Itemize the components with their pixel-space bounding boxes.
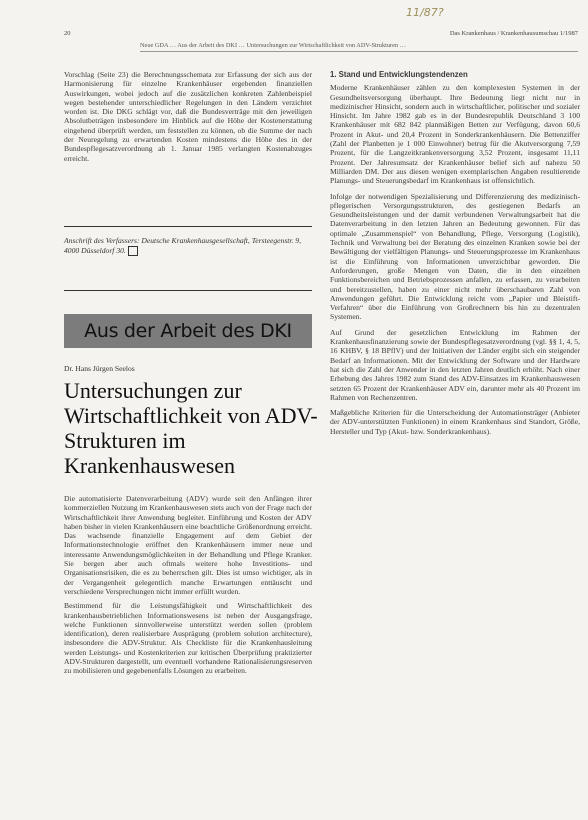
intro-text: Vorschlag (Seite 23) die Berechnungsschemata zur Erfassung der sich aus der Harmonisierung für einzelne Krankenhäuser ergebenden finanziellen Auswirkungen, wobei jedoch auf die zusätzlichen konkreten Zahlenbeispiel wegen bestehender unterschiedlicher Regelungen in den Ländern verzichtet worden ist. Die DKG schlägt vor, daß die Bundesverträge mit den jeweiligen Absolutbeträgen insbesondere im Hinblick auf die Höhe der Kostenerstattung eingehend überprüft werden, um feststellen zu können, ob die Summe der nach der Neuregelung zu erwartenden Kosten mindestens die Höhe des in der Bundespflegesatzverordnung ab 1. Januar 1985 verlangten Kostenabzuges erreicht. (64, 70, 312, 163)
divider (64, 290, 312, 291)
handwritten-stamp: 11/87? (406, 6, 444, 19)
article-body-right (330, 70, 580, 815)
article-title: Untersuchungen zur Wirtschaftlichkeit von ADV-Strukturen im Krankenhauswesen (64, 378, 318, 478)
author-address (64, 236, 312, 256)
intro-paragraph (64, 70, 312, 168)
body-paragraph: Moderne Krankenhäuser zählen zu den komplexesten Systemen in der Gesundheitsversorgung überhaupt. Ihre Bedeutung liegt nicht nur in medizinischer Hinsicht, sondern auch in wirtschaftlicher, politischer und sozialer Hinsicht. Im Jahre 1982 gab es in der Bundesrepublik Deutschland 3 100 Krankenhäuser mit 682 842 planmäßigen Betten zur Verfügung, davon 60,6 Prozent in Akut- und 20,4 Prozent in Sonderkrankenhäusern. Die Bettenziffer (Zahl der Planbetten je 1 000 Einwohner) betrug für die Akutversorgung 7,59 Prozent, für die Langzeitkrankenversorgung 3,52 Prozent, insgesamt 11,11 Prozent. Der Jahresumsatz der Krankenhäuser belief sich auf nahezu 50 Milliarden DM. Der aus diesen wenigen exemplarischen Angaben resultierende Planungs- und Steuerungsbedarf im Krankenhaus ist offensichtlich. (330, 83, 580, 186)
section-banner: Aus der Arbeit des DKI (64, 314, 312, 348)
article-body-left (64, 494, 312, 814)
end-mark-icon (128, 246, 138, 256)
running-title: Neue GDA … Aus der Arbeit des DKI … Untersuchungen zur Wirtschaftlichkeit von ADV-Strukturen … (140, 42, 578, 52)
body-paragraph: Infolge der notwendigen Spezialisierung und Differenzierung des medizinisch-pflegerischen Versorgungsstrukturen, des gestiegenen Bedarfs an Gesundheitsleistungen und der damit verbundenen Verwaltungsarbeit hat die Datenverarbeitung in den letzten Jahren an Bedeutung gewonnen. Für das optimale „Zusammenspiel“ von Behandlung, Pflege, Versorgung (Logistik), Technik und Verwaltung bei der Beratung des einzelnen Kranken sowie bei der Bewältigung der vielfältigen Planungs- und Steuerungsprozesse im Krankenhaus ist die Einführung von Informationen unverzichtbar geworden. Die Anforderungen, große Mengen von Daten, die in den einzelnen Funktionsbereichen und Betriebsprozessen anfallen, zu erfassen, zu verarbeiten und bereitzustellen, haben zu einer nicht mehr überschaubaren Zahl von Anwendungen geführt. Die Entwicklung reicht vom „Papier und Bleistift-Verfahren“ über die Einführung von Großrechnern bis hin zu dezentralen Systemen. (330, 191, 580, 322)
body-paragraph: Die automatisierte Datenverarbeitung (ADV) wurde seit den Anfängen ihrer kommerziellen Nutzung im Krankenhauswesen stets auch von der Frage nach der Wirtschaftlichkeit ihrer Anwendung begleitet. Einführung und Kosten der ADV haben bisher in vielen Krankenhäusern eine beachtliche Größenordnung erreicht. Das wachsende finanzielle Engagement auf dem Gebiet der Informationstechnologie eröffnet den Krankenhäusern immer neue und interessante Anwendungsmöglichkeiten in der Behandlung und Pflege Kranker. Sie bergen aber auch oftmals weitere hohe Investitions- und Organisationsrisiken, die es zu beherrschen gilt. Dies ist umso wichtiger, als in der Vergangenheit gelegentlich manche Erwartungen enttäuscht und verschiedene Versprechungen nicht immer erfüllt wurden. (64, 494, 312, 596)
body-paragraph: Auf Grund der gesetzlichen Entwicklung im Rahmen der Krankenhausfinanzierung sowie der Bundespflegesatzverordnung (vgl. §§ 1, 4, 5, 16 KHBV, § 18 BPflV) und der Initiativen der Länder ergibt sich ein steigender Bedarf an Informationen. Mit der Entwicklung der Software und der Hardware hat sich die Zahl der Anwender in den letzten Jahren deutlich erhöht. Nach einer Erhebung des Jahres 1982 zum Stand des ADV-Einsatzes im Krankenhauswesen setzten 65 Prozent der Krankenhäuser ADV ein, darunter mehr als 40 Prozent im Rahmen von Rechenzentren. (330, 327, 580, 402)
article-author: Dr. Hans Jürgen Seelos (64, 364, 135, 373)
journal-title: Das Krankenhaus / Krankenhausumschau 1/1987 (449, 30, 578, 37)
section-heading: 1. Stand und Entwicklungstendenzen (330, 70, 468, 79)
author-address-text: Anschrift des Verfassers: Deutsche Krankenhausgesellschaft, Tersteegenstr. 9, 4000 Düsseldorf 30. (64, 236, 301, 255)
page-number: 20 (64, 30, 71, 37)
body-paragraph: Maßgebliche Kriterien für die Unterscheidung der Automationsträger (Anbieter der ADV-unterstützten Funktionen) in einem Krankenhaus sind Standort, Größe, Hersteller und Typ (Akut- bzw. Sonderkrankenhaus). (330, 408, 580, 436)
body-paragraph: Bestimmend für die Leistungsfähigkeit und Wirtschaftlichkeit des krankenhausbetrieblichen Informationswesens ist neben der Ausgangsfrage, welche Funktionen sinnvollerweise unterstützt werden sollen (problem identification), deren realisierbare Ausprägung (problem solution architecture), insbesondere die ADV-Struktur. Als Checkliste für die Krankenhausleitung werden Leistungs- und Kostenkriterien zur kritischen Überprüfung praktizierter ADV-Strukturen dargestellt, um eventuell vorhandene Rationalisierungsreserven zu mobilisieren und gegebenenfalls Lösungen zu erarbeiten. (64, 601, 312, 676)
divider (64, 226, 312, 227)
